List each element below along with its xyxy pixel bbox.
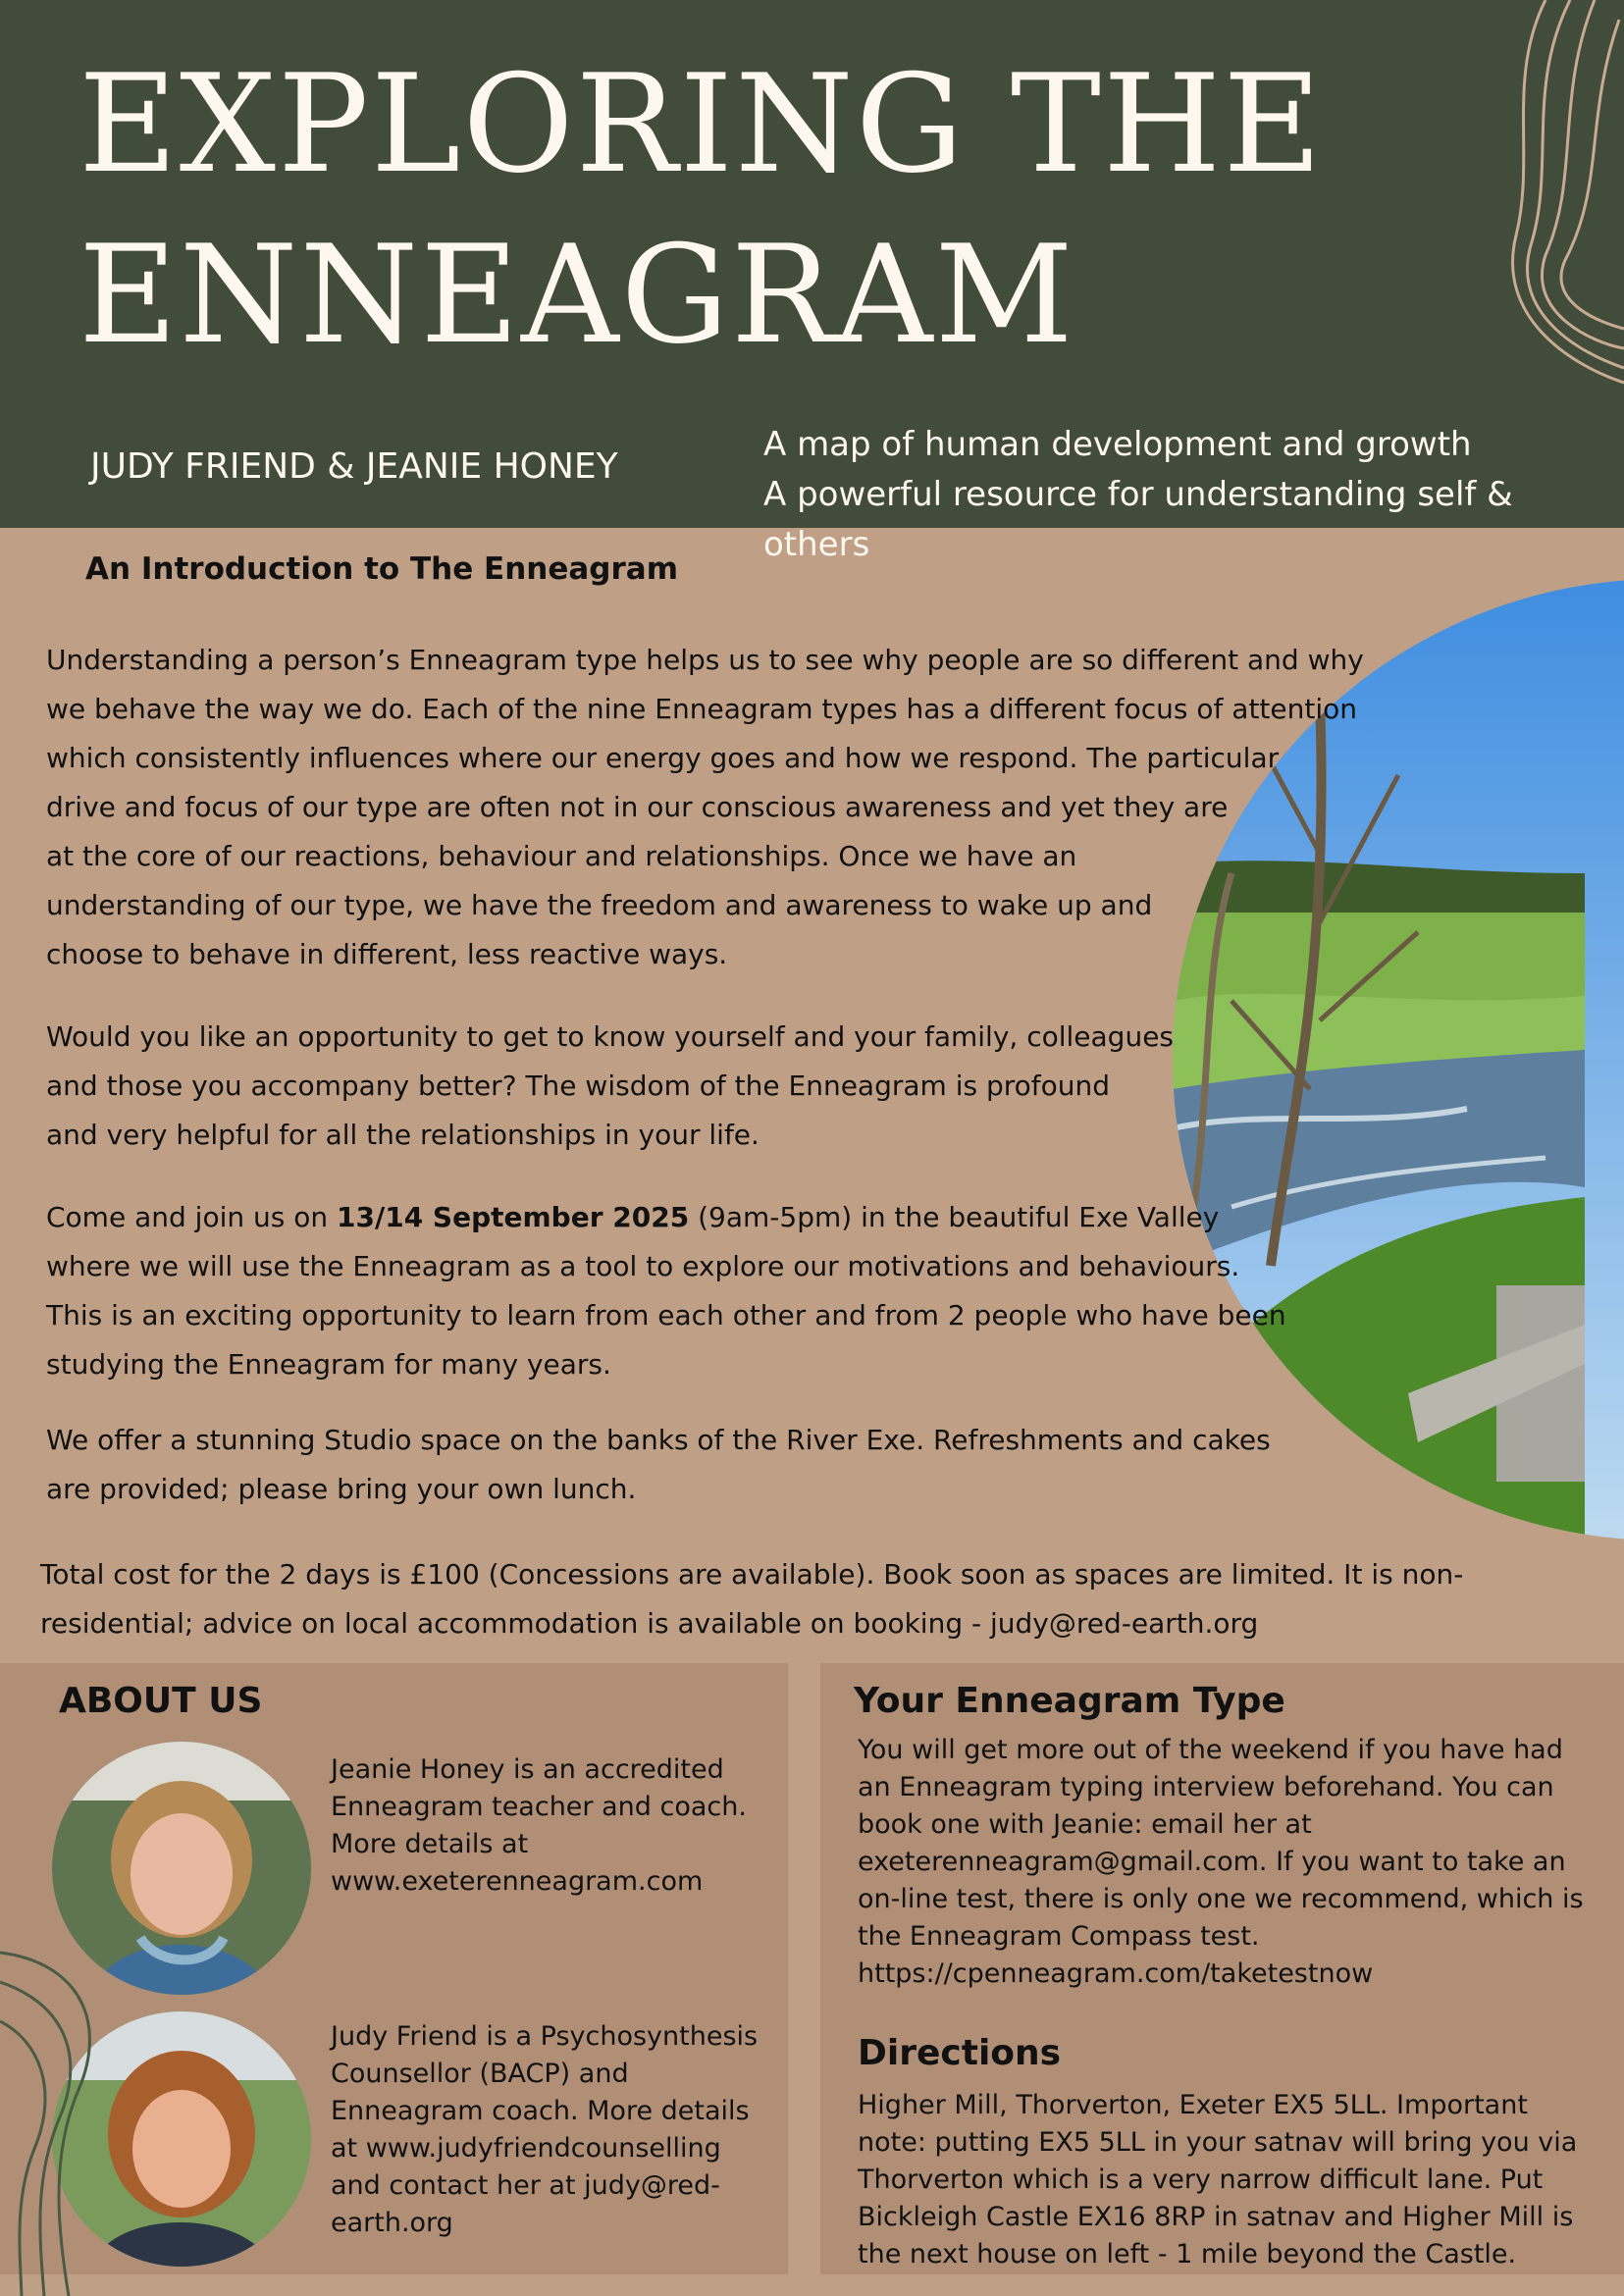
header-banner bbox=[0, 0, 1624, 564]
about-us-title: ABOUT US bbox=[59, 1681, 263, 1721]
tagline-line-2: A powerful resource for understanding self & others bbox=[763, 475, 1513, 564]
about-us-panel bbox=[0, 1663, 788, 2274]
event-date: 13/14 September 2025 bbox=[337, 1201, 690, 1233]
intro-paragraph-2: Would you like an opportunity to get to know yourself and your family, colleagues and those you accompany better? The wisdom of the Enneagram is profound and very helpful for all the relationships in your life. bbox=[46, 1020, 1175, 1151]
jeanie-bio: Jeanie Honey is an accredited Enneagram teacher and coach. More details at www.exeterenneagram.com bbox=[331, 1754, 747, 1897]
decorative-curves-icon bbox=[0, 1943, 118, 2296]
intro-paragraph-3: Come and join us on 13/14 September 2025 (9am-5pm) in the beautiful Exe Valley where we will use the Enneagram as a tool to explore our motivations and behaviours. This is an exciting opportunity to learn from each other and from 2 people who have been studying the Enneagram for many years. bbox=[46, 1201, 1286, 1381]
enneagram-type-panel bbox=[820, 1663, 1624, 2274]
authors: JUDY FRIEND & JEANIE HONEY bbox=[90, 446, 618, 487]
intro-heading: An Introduction to The Enneagram bbox=[85, 551, 679, 587]
directions-text: Higher Mill, Thorverton, Exeter EX5 5LL. Important note: putting EX5 5LL in your satnav will bring you via Thorverton which is a very narrow difficult lane. Put Bickleigh Castle EX16 8RP in satnav and Higher Mill is the next house on left - 1 mile beyond the Castle. bbox=[858, 2090, 1578, 2270]
tagline-line-1: A map of human development and growth bbox=[763, 425, 1472, 464]
email-link: exeterenneagram@gmail.com. If you want to take an bbox=[858, 1847, 1566, 1877]
enneagram-type-title: Your Enneagram Type bbox=[854, 1681, 1285, 1721]
directions-title: Directions bbox=[858, 2033, 1062, 2073]
intro-paragraph-1: Understanding a person’s Enneagram type helps us to see why people are so different and why we behave the way we do. Each of the nine Enneagram types has a different focus of attention which consistently influences where our energy goes and how we respond. The particular drive and focus of our type are often not in our conscious awareness and yet they are at the core of our reactions, behaviour and relationships. Once we have an understanding of our type, we have the freedom and awareness to wake up and choose to behave in different, less reactive ways. bbox=[46, 644, 1364, 970]
pricing-paragraph: Total cost for the 2 days is £100 (Concessions are available). Book soon as spaces are limited. It is non- residential; advice on local accommodation is available on booking - judy@red-earth.org bbox=[40, 1558, 1464, 1640]
page-title bbox=[79, 39, 1354, 381]
title-line-1: EXPLORING THE bbox=[79, 45, 1325, 203]
enneagram-type-text: You will get more out of the weekend if you have had an Enneagram typing interview beforehand. You can book one with Jeanie: email her at exeterenneagram@gmail.com. If you want to take an on-line test, there is only one we recommend, which is the Enneagram Compass test. https://cpenneagram.com/taketestnow bbox=[858, 1732, 1584, 1993]
judy-bio: Judy Friend is a Psychosynthesis Counsellor (BACP) and Enneagram coach. More details at www.judyfriendcounselling and contact her at judy@red- earth.org bbox=[331, 2021, 759, 2238]
intro-paragraph-4: We offer a stunning Studio space on the banks of the River Exe. Refreshments and cakes are provided; please bring your own lunch. bbox=[46, 1424, 1271, 1505]
decorative-lines-icon bbox=[1487, 0, 1624, 528]
title-line-2: ENNEAGRAM bbox=[79, 216, 1075, 374]
test-url: https://cpenneagram.com/taketestnow bbox=[858, 1958, 1374, 1989]
